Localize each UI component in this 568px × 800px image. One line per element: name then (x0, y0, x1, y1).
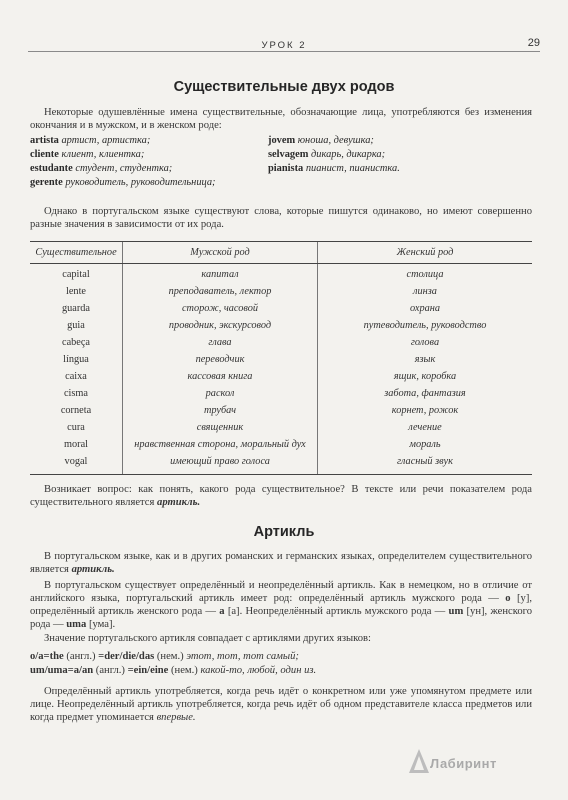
text-segment: какой-то, любой, один из. (200, 665, 317, 676)
question-bold-term: артикль. (157, 497, 201, 508)
russian-translation: дикарь, дикарка; (311, 149, 386, 160)
table-row (30, 319, 532, 336)
text-segment: (нем.) (168, 665, 201, 676)
table-row (30, 285, 532, 302)
noun-cell: cabeça (62, 337, 90, 348)
russian-translation: юноша, девушка; (297, 135, 374, 146)
masculine-meaning-cell: священник (123, 421, 318, 438)
masculine-meaning-cell: нравственная сторона, моральный дух (123, 438, 318, 455)
feminine-meaning-cell: линза (318, 285, 533, 302)
portuguese-word: gerente (30, 177, 63, 188)
labyrinth-logo-icon (408, 748, 430, 774)
table-row (30, 353, 532, 370)
noun-cell: caixa (65, 371, 87, 382)
russian-translation: пианист, пианистка. (305, 163, 400, 174)
table-row (30, 370, 532, 387)
masculine-meaning-cell: преподаватель, лектор (123, 285, 318, 302)
table-row (30, 404, 532, 421)
table-row (30, 302, 532, 319)
table-header-row (30, 242, 532, 264)
masculine-meaning-cell: переводчик (123, 353, 318, 370)
question-text: Возникает вопрос: как понять, какого рода существительное? В тексте или речи показателем рода существительного является (30, 484, 532, 508)
text-segment: um (448, 606, 464, 617)
masculine-meaning-cell: капитал (123, 264, 318, 286)
russian-translation: студент, студентка; (75, 163, 173, 174)
feminine-meaning-cell: гласный звук (318, 455, 533, 475)
word-list-left (30, 134, 216, 190)
table-row (30, 264, 532, 286)
text-segment: (англ.) (63, 651, 99, 662)
russian-translation: артист, артистка; (61, 135, 151, 146)
article-intro-text: В португальском языке, как и в других романских и германских языках, определителем существительного является (30, 551, 532, 575)
word-pair (268, 134, 400, 148)
portuguese-word: pianista (268, 163, 304, 174)
feminine-meaning-cell: язык (318, 353, 533, 370)
article-equivalence-definite (30, 650, 532, 663)
word-pair (30, 148, 216, 162)
page-header (28, 33, 540, 52)
article-usage-paragraph (30, 685, 532, 724)
feminine-meaning-cell: лечение (318, 421, 533, 438)
text-segment: [а]. Неопределённый артикль мужского рода — (224, 606, 449, 617)
text-segment: o (505, 593, 511, 604)
masculine-meaning-cell: имеющий право голоса (123, 455, 318, 475)
word-pair (30, 176, 216, 190)
table-row (30, 455, 532, 475)
text-segment: a (219, 606, 225, 617)
feminine-meaning-cell: забота, фантазия (318, 387, 533, 404)
noun-cell: capital (62, 269, 90, 280)
article-gender-paragraph (30, 579, 532, 631)
article-comparison-intro: Значение португальского артикля совпадает с артиклями других языков: (44, 633, 371, 644)
article-equivalence-indefinite (30, 664, 532, 677)
portuguese-word: jovem (268, 135, 296, 146)
masculine-meaning-cell: проводник, экскурсовод (123, 319, 318, 336)
noun-cell: guarda (61, 303, 90, 314)
portuguese-word: estudante (30, 163, 73, 174)
text-segment: =der/die/das (98, 651, 155, 662)
homonym-note-paragraph: Однако в португальском языке существуют слова, которые пишутся одинаково, но имеют совершенно разные значения в зависимости от их рода. (30, 206, 532, 230)
table-row (30, 336, 532, 353)
text-segment: =ein/eine (127, 665, 169, 676)
text-segment: [ун], женского рода — (30, 606, 532, 630)
text-segment: Определённый артикль употребляется, когда речь идёт о конкретном или уже упомянутом предмете или лице. Неопределённый артикль употребляется, когда речь идёт об одном представителе класса предметов или когда предмет упоминается (30, 686, 532, 723)
question-paragraph (30, 483, 532, 509)
text-segment: этот, тот, тот самый; (186, 651, 299, 662)
word-pair (30, 134, 216, 148)
noun-cell: cura (67, 422, 85, 433)
noun-cell: corneta (60, 405, 92, 416)
masculine-meaning-cell: кассовая книга (123, 370, 318, 387)
column-header-feminine: Женский род (318, 242, 533, 264)
masculine-meaning-cell: глава (123, 336, 318, 353)
feminine-meaning-cell: голова (318, 336, 533, 353)
noun-cell: vogal (30, 455, 123, 475)
lesson-title: УРОК 2 (261, 40, 307, 51)
portuguese-word: artista (30, 135, 59, 146)
portuguese-word: selvagem (268, 149, 309, 160)
feminine-meaning-cell: мораль (318, 438, 533, 455)
watermark-text: Лабиринт (430, 756, 497, 771)
masculine-meaning-cell: сторож, часовой (123, 302, 318, 319)
column-header-masculine: Мужской род (123, 242, 318, 264)
text-segment: (англ.) (93, 665, 128, 676)
noun-cell: guia (67, 320, 85, 331)
intro-paragraph: Некоторые одушевлённые имена существительные, обозначающие лица, употребляются без изменения окончания и в мужском, и в женском роде: (30, 107, 532, 131)
table-row (30, 438, 532, 455)
table-body (30, 264, 532, 475)
table-row (30, 421, 532, 438)
feminine-meaning-cell: путеводитель, руководство (318, 319, 533, 336)
column-header-noun: Существительное (30, 242, 123, 264)
masculine-meaning-cell: трубач (123, 404, 318, 421)
text-segment: [у], определённый артикль женского рода — (30, 593, 532, 617)
article-intro-term: артикль. (71, 564, 115, 575)
feminine-meaning-cell: охрана (318, 302, 533, 319)
portuguese-word: cliente (30, 149, 59, 160)
word-pair (30, 162, 216, 176)
russian-translation: руководитель, руководительница; (65, 177, 216, 188)
watermark-logo (408, 752, 538, 776)
noun-cell: cisma (63, 388, 89, 399)
text-segment: (нем.) (154, 651, 187, 662)
word-pair (268, 148, 400, 162)
feminine-meaning-cell: корнет, рожок (318, 404, 533, 421)
text-segment: uma (66, 619, 87, 630)
noun-cell: lente (65, 286, 86, 297)
text-segment: впервые. (156, 712, 196, 723)
noun-cell: moral (63, 439, 89, 450)
table-row (30, 387, 532, 404)
section-title-article: Артикль (253, 524, 315, 540)
noun-cell: língua (63, 354, 89, 365)
feminine-meaning-cell: ящик, коробка (318, 370, 533, 387)
masculine-meaning-cell: раскол (123, 387, 318, 404)
page-number: 29 (527, 37, 540, 49)
word-list-right (268, 134, 400, 176)
text-segment: [ума]. (86, 619, 116, 630)
russian-translation: клиент, клиентка; (61, 149, 145, 160)
text-segment: um/uma=a/an (30, 665, 94, 676)
gender-meaning-table (30, 241, 532, 475)
section-title-two-genders: Существительные двух родов (173, 79, 395, 95)
word-pair (268, 162, 400, 176)
text-segment: o/a=the (30, 651, 64, 662)
text-segment: В португальском существует определённый и неопределённый артикль. Как в немецком, но в отличие от английского языка, португальский артикль имеет род: определённый артикль мужского рода — (30, 580, 532, 604)
article-intro-paragraph (30, 550, 532, 576)
feminine-meaning-cell: столица (318, 264, 533, 286)
